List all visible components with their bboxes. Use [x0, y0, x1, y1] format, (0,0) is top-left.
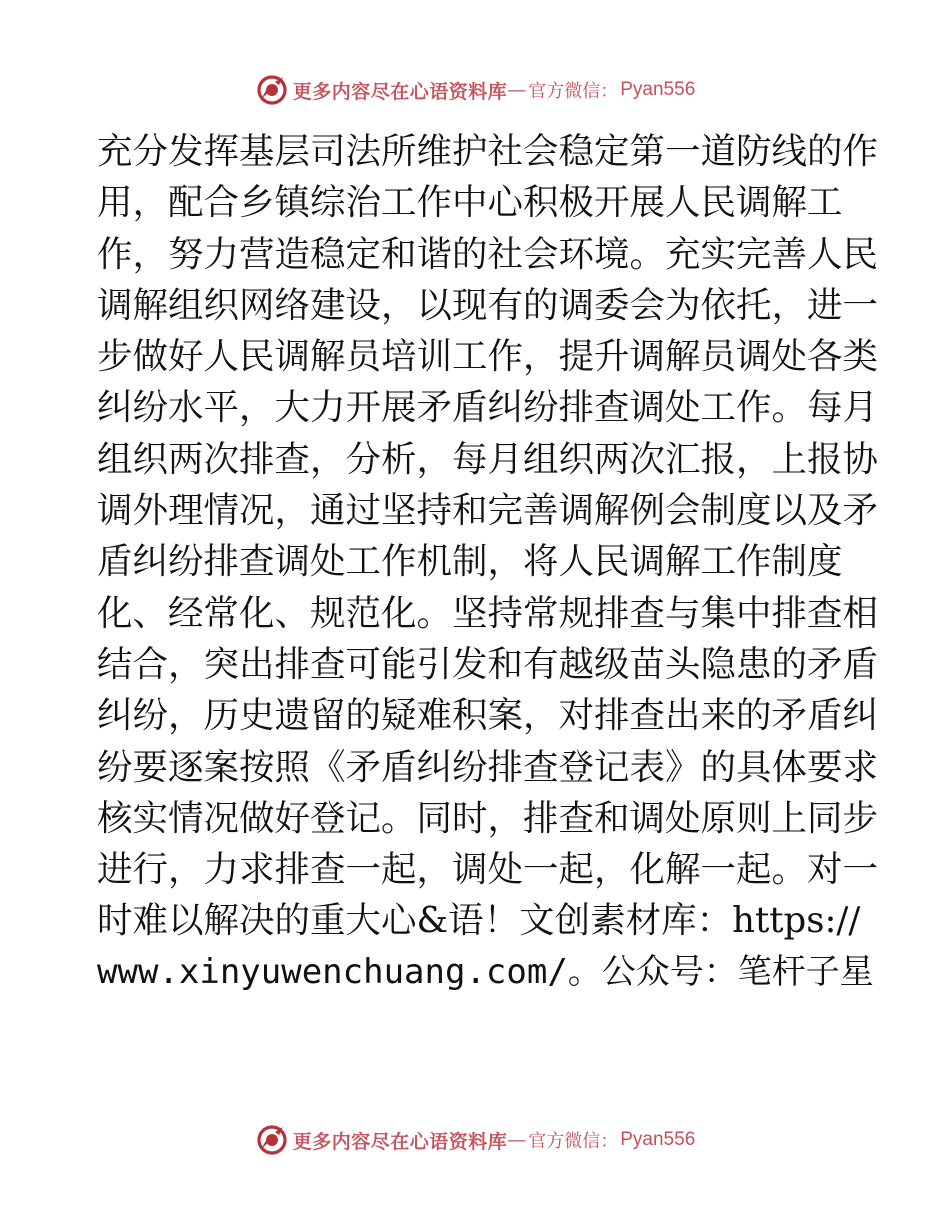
body-line: 纠纷水平，大力开展矛盾纠纷排查调处工作。每月 — [97, 387, 879, 429]
body-line: 充分发挥基层司法所维护社会稳定第一道防线的作 — [97, 131, 879, 172]
banner-separator: — — [507, 79, 527, 101]
footer-banner — [0, 1120, 950, 1160]
document-body — [97, 126, 879, 998]
body-line: 盾纠纷排查调处工作机制，将人民调解工作制度 — [97, 541, 843, 583]
xinyu-logo-icon — [255, 73, 289, 107]
header-banner — [0, 70, 950, 110]
body-line: 调外理情况，通过坚持和完善调解例会制度以及矛 — [97, 490, 879, 532]
body-line: 进行，力求排查一起，调处一起，化解一起。对一 — [97, 849, 879, 891]
banner-title: 更多内容尽在心语资料库 — [292, 1130, 508, 1153]
body-line: 纷要逐案按照《矛盾纠纷排查登记表》的具体要求 — [97, 746, 879, 788]
body-line: 调解组织网络建设，以现有的调委会为依托，进一 — [97, 284, 879, 326]
body-line: 步做好人民调解员培训工作，提升调解员调处各类 — [97, 336, 879, 378]
banner-separator: — — [507, 1129, 527, 1151]
body-line: 时难以解决的重大心&语！文创素材库：https:// — [97, 900, 861, 942]
xinyu-logo-icon — [255, 1123, 289, 1157]
body-line: 组织两次排查，分析，每月组织两次汇报，上报协 — [97, 438, 879, 480]
banner-wechat-id: Pyan556 — [620, 79, 696, 100]
banner-title: 更多内容尽在心语资料库 — [292, 80, 508, 103]
body-line: 用，配合乡镇综治工作中心积极开展人民调解工 — [97, 182, 843, 224]
body-line: 作，努力营造稳定和谐的社会环境。充实完善人民 — [97, 233, 879, 275]
banner-wechat-label: 官方微信： — [528, 81, 619, 102]
banner-wechat-label: 官方微信： — [528, 1131, 619, 1152]
banner-wechat-id: Pyan556 — [620, 1129, 696, 1150]
body-line: 化、经常化、规范化。坚持常规排查与集中排查相 — [97, 592, 879, 634]
body-line-url: www.xinyuwenchuang.com/。公众号：笔杆子星 — [97, 951, 874, 992]
body-line: 结合，突出排查可能引发和有越级苗头隐患的矛盾 — [97, 643, 879, 685]
body-line: 纠纷，历史遗留的疑难积案，对排查出来的矛盾纠 — [97, 695, 879, 737]
body-line: 核实情况做好登记。同时，排查和调处原则上同步 — [97, 797, 879, 839]
